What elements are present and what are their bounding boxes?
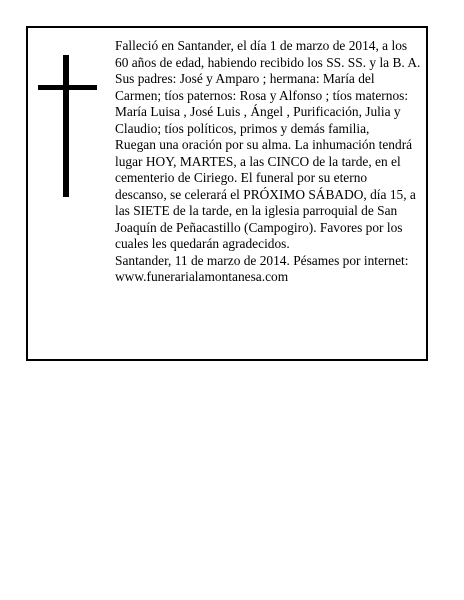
- cross-horizontal-bar: [38, 85, 97, 90]
- cross-vertical-bar: [63, 55, 69, 197]
- family-members-paragraph: Sus padres: José y Amparo ; hermana: María del Carmen; tíos paternos: Rosa y Alfonso ; tíos maternos: María Luisa , José Luis , Ángel , Purificación, Julia y Claudio; tíos políticos, primos y demás familia,: [115, 71, 409, 136]
- date-and-condolences-paragraph: Santander, 11 de marzo de 2014. Pésames por internet: www.funerarialamontanesa.com: [115, 252, 409, 284]
- burial-funeral-paragraph: Ruegan una oración por su alma. La inhumación tendrá lugar HOY, MARTES, a las CINCO de la tarde, en el cementerio de Ciriego. El funeral por su eterno descanso, se celerará el PRÓXIMO SÁBADO, día 15, a las SIETE de la tarde, en la iglesia parroquial de San Joaquín de Peñacastillo (Campogiro). Favores por los cuales les quedarán agradecidos.: [115, 137, 416, 251]
- latin-cross-icon: [38, 55, 97, 197]
- death-announcement-paragraph: Falleció en Santander, el día 1 de marzo de 2014, a los 60 años de edad, habiendo recibido los SS. SS. y la B. A.: [115, 38, 421, 70]
- obituary-text: [115, 38, 421, 286]
